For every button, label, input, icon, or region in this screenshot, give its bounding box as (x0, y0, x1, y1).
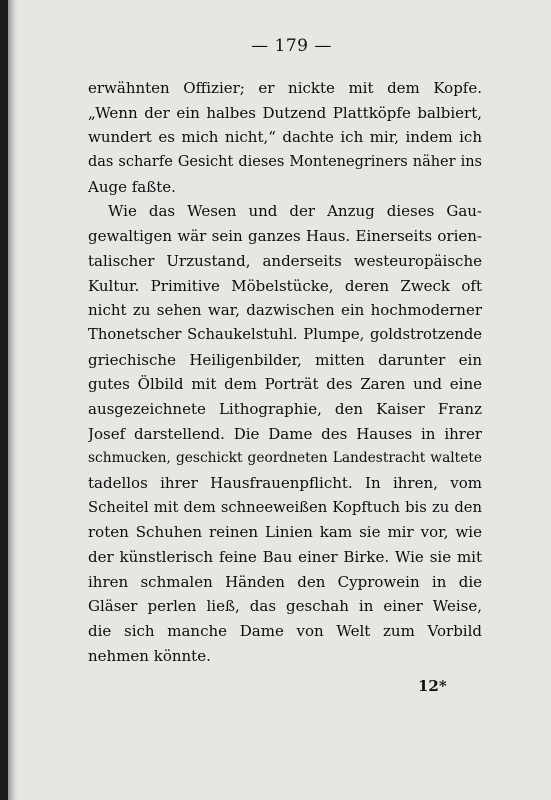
text-line: ihren schmalen Händen den Cyprowein in die (88, 572, 482, 591)
text-line: schmucken, geschickt geordneten Landestracht waltete (88, 450, 482, 467)
text-line: die sich manche Dame von Welt zum Vorbild (88, 622, 482, 641)
text-line: nicht zu sehen war, dazwischen ein hochmoderner (88, 301, 482, 320)
text-line: talischer Urzustand, anderseits westeuropäische (88, 251, 482, 270)
book-page (8, 0, 551, 800)
text-line: gutes Ölbild mit dem Porträt des Zaren und eine (88, 375, 482, 394)
text-line: Wie das Wesen und der Anzug dieses Gau- (108, 202, 482, 221)
text-line: Auge faßte. (88, 177, 176, 196)
text-line: ausgezeichnete Lithographie, den Kaiser Franz (88, 399, 482, 418)
text-line: gewaltigen wär sein ganzes Haus. Einerseits orien- (88, 227, 482, 246)
signature-mark: 12* (418, 677, 447, 695)
text-line: Thonetscher Schaukelstuhl. Plumpe, goldstrotzende (88, 325, 482, 343)
text-line: roten Schuhen reinen Linien kam sie mir vor, wie (88, 523, 482, 542)
text-line: Scheitel mit dem schneeweißen Kopftuch bis zu den (88, 498, 482, 516)
body-text (88, 76, 482, 669)
text-line: wundert es mich nicht,“ dachte ich mir, indem ich (88, 128, 482, 147)
text-line: Kultur. Primitive Möbelstücke, deren Zweck oft (88, 276, 482, 295)
text-line: Josef darstellend. Die Dame des Hauses in ihrer (88, 424, 482, 443)
text-line: nehmen könnte. (88, 646, 211, 665)
text-line: das scharfe Gesicht dieses Montenegriners näher ins (88, 154, 482, 171)
text-line: erwähnten Offizier; er nickte mit dem Kopfe. (88, 79, 482, 97)
text-line: der künstlerisch feine Bau einer Birke. Wie sie mit (88, 548, 482, 567)
text-line: tadellos ihrer Hausfrauenpflicht. In ihren, vom (88, 474, 482, 492)
text-line: griechische Heiligenbilder, mitten darunter ein (88, 350, 482, 369)
page-number: — 179 — (251, 36, 332, 56)
text-line: Gläser perlen ließ, das geschah in einer Weise, (88, 597, 482, 616)
text-line: „Wenn der ein halbes Dutzend Plattköpfe balbiert, (88, 103, 482, 122)
binding-shadow (8, 0, 18, 800)
